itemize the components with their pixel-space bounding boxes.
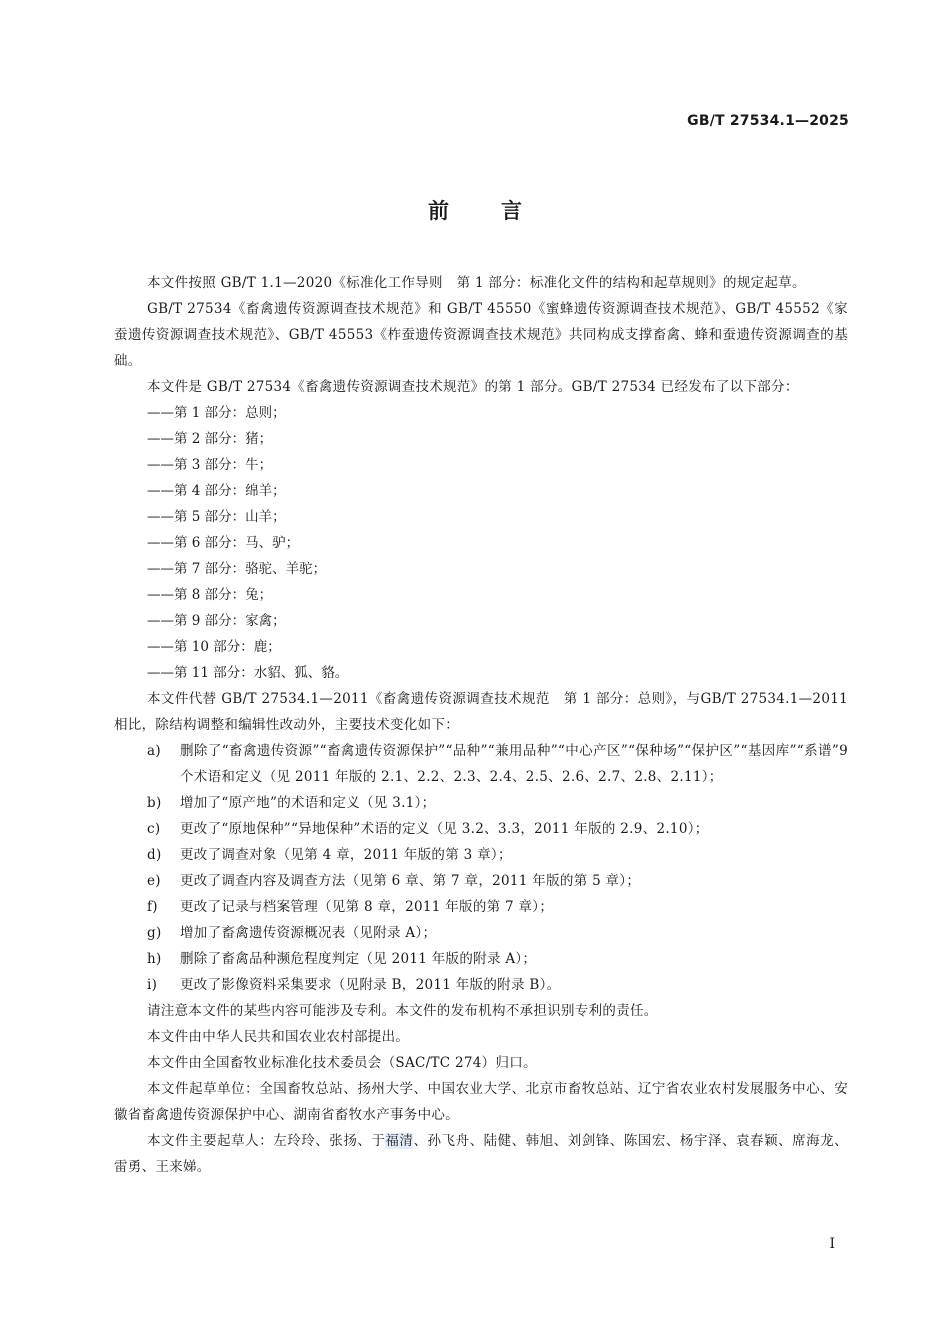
paragraph-replacement: 本文件代替 GB/T 27534.1—2011《畜禽遗传资源调查技术规范 第 1 部分：总则》，与GB/T 27534.1—2011 相比，除结构调整和编辑性改动外，主要技术变化如下： <box>114 691 848 733</box>
change-item <box>114 816 848 842</box>
part-item: ——第 4 部分：绵羊； <box>147 483 286 499</box>
drafters-text-end: 、孙飞舟、陆健、韩旭、刘剑锋、陈国宏、杨宇泽、袁春颖、席海龙、雷勇、王来娣。 <box>114 1133 848 1175</box>
change-item <box>114 738 848 790</box>
page-title: 前言 <box>428 199 574 223</box>
change-item <box>114 972 848 998</box>
paragraph-proposer: 本文件由中华人民共和国农业农村部提出。 <box>147 1029 410 1045</box>
paragraph-committee: 本文件由全国畜牧业标准化技术委员会（SAC/TC 274）归口。 <box>147 1055 537 1071</box>
part-item: ——第 11 部分：水貂、狐、貉。 <box>147 665 349 681</box>
change-text: 更改了影像资料采集要求（见附录 B，2011 年版的附录 B）。 <box>180 977 561 993</box>
change-item <box>114 894 848 920</box>
part-item: ——第 6 部分：马、驴； <box>147 535 300 551</box>
change-label: g) <box>147 925 162 941</box>
part-item: ——第 7 部分：骆驼、羊驼； <box>147 561 327 577</box>
change-text: 更改了调查内容及调查方法（见第 6 章、第 7 章，2011 年版的第 5 章）； <box>180 873 641 889</box>
change-item <box>114 790 848 816</box>
change-label: a) <box>147 743 161 759</box>
standard-number: GB/T 27534.1—2025 <box>687 113 849 129</box>
changes-list <box>114 738 848 998</box>
change-label: d) <box>147 847 162 863</box>
paragraph-patent-notice: 请注意本文件的某些内容可能涉及专利。本文件的发布机构不承担识别专利的责任。 <box>147 1003 658 1019</box>
change-text: 增加了畜禽遗传资源概况表（见附录 A）； <box>180 925 437 941</box>
part-item: ——第 1 部分：总则； <box>147 405 286 421</box>
change-label: b) <box>147 795 162 811</box>
paragraph-related-standards: GB/T 27534《畜禽遗传资源调查技术规范》和 GB/T 45550《蜜蜂遗传资源调查技术规范》、GB/T 45552《家蚕遗传资源调查技术规范》、GB/T 45553《柞蚕遗传资源调查技术规范》共同构成支撑畜禽、蜂和蚕遗传资源调查的基础。 <box>114 301 848 369</box>
change-label: h) <box>147 951 162 967</box>
change-item <box>114 946 848 972</box>
change-label: i) <box>147 977 158 993</box>
change-item <box>114 842 848 868</box>
part-item: ——第 5 部分：山羊； <box>147 509 286 525</box>
foreword-body <box>114 270 848 1180</box>
change-text: 更改了“原地保种”“异地保种”术语的定义（见 3.2、3.3，2011 年版的 2.9、2.10）； <box>180 821 709 837</box>
change-item <box>114 868 848 894</box>
change-label: c) <box>147 821 161 837</box>
change-label: f) <box>147 899 158 915</box>
page-number: I <box>829 1236 835 1252</box>
change-item <box>114 920 848 946</box>
part-item: ——第 8 部分：兔； <box>147 587 273 603</box>
parts-list <box>114 400 848 686</box>
highlighted-selection[interactable]: 福清 <box>385 1133 414 1149</box>
paragraph-drafting-rules: 本文件按照 GB/T 1.1—2020《标准化工作导则 第 1 部分：标准化文件的结构和起草规则》的规定起草。 <box>147 275 806 291</box>
change-label: e) <box>147 873 161 889</box>
change-text: 删除了畜禽品种濒危程度判定（见 2011 年版的附录 A）； <box>180 951 537 967</box>
part-item: ——第 10 部分：鹿； <box>147 639 281 655</box>
drafters-text-start: 本文件主要起草人：左玲玲、张扬、于 <box>147 1133 386 1149</box>
paragraph-drafters <box>114 1128 848 1180</box>
change-text: 删除了“畜禽遗传资源”“畜禽遗传资源保护”“品种”“兼用品种”“中心产区”“保种场”“保护区”“基因库”“系谱”9 个术语和定义（见 2011 年版的 2.1、2.2、2.3、2.4、2.5、2.6、2.7、2.8、2.11）； <box>180 743 848 785</box>
part-item: ——第 2 部分：猪； <box>147 431 273 447</box>
part-item: ——第 9 部分：家禽； <box>147 613 286 629</box>
paragraph-part-intro: 本文件是 GB/T 27534《畜禽遗传资源调查技术规范》的第 1 部分。GB/T 27534 已经发布了以下部分： <box>147 379 799 395</box>
change-text: 更改了调查对象（见第 4 章，2011 年版的第 3 章）； <box>180 847 512 863</box>
part-item: ——第 3 部分：牛； <box>147 457 273 473</box>
change-text: 增加了“原产地”的术语和定义（见 3.1）； <box>180 795 436 811</box>
paragraph-drafting-units: 本文件起草单位：全国畜牧总站、扬州大学、中国农业大学、北京市畜牧总站、辽宁省农业农村发展服务中心、安徽省畜禽遗传资源保护中心、湖南省畜牧水产事务中心。 <box>114 1081 848 1123</box>
change-text: 更改了记录与档案管理（见第 8 章，2011 年版的第 7 章）； <box>180 899 554 915</box>
